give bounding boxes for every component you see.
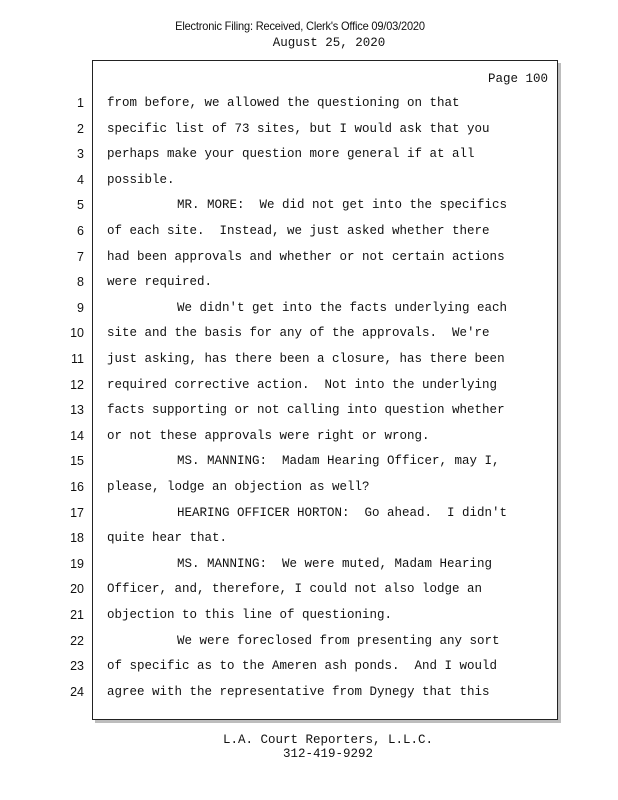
line-number: 2 [77, 121, 84, 136]
line-number: 15 [70, 454, 84, 469]
line-number: 21 [70, 608, 84, 622]
line-number: 14 [70, 428, 84, 443]
line-text: or not these approvals were right or wrong. [107, 428, 430, 443]
transcript-line [0, 582, 560, 600]
transcript-line [0, 531, 560, 549]
line-number: 3 [77, 147, 84, 162]
line-text: MR. MORE: We did not get into the specifics [177, 198, 508, 213]
line-text: MS. MANNING: We were muted, Madam Hearing [177, 556, 493, 571]
line-number: 12 [70, 377, 84, 392]
transcript-line [0, 659, 560, 677]
line-number: 23 [70, 659, 84, 674]
line-number: 1 [77, 96, 84, 110]
line-text: facts supporting or not calling into question whether [107, 403, 505, 418]
hearing-date: August 25, 2020 [272, 36, 386, 50]
line-text: of specific as to the Ameren ash ponds. And I would [107, 659, 498, 674]
transcript-line [0, 147, 560, 165]
line-text: possible. [107, 172, 175, 187]
line-number: 10 [70, 326, 84, 341]
line-text: perhaps make your question more general if at all [107, 147, 475, 162]
line-text: required corrective action. Not into the underlying [107, 377, 498, 392]
transcript-line [0, 429, 560, 447]
footer-company: L.A. Court Reporters, L.L.C. [222, 733, 434, 747]
line-number: 19 [70, 556, 84, 571]
transcript-line [0, 506, 560, 524]
line-number: 9 [77, 300, 84, 315]
line-text: site and the basis for any of the approvals. We're [107, 326, 490, 341]
line-number: 16 [70, 480, 84, 494]
transcript-line [0, 608, 560, 626]
transcript-line [0, 352, 560, 370]
transcript-line [0, 685, 560, 703]
line-number: 11 [71, 352, 84, 366]
transcript-line [0, 224, 560, 242]
line-text: agree with the representative from Dynegy that this [107, 684, 490, 699]
line-number: 7 [77, 249, 84, 264]
transcript-line [0, 378, 560, 396]
transcript-line [0, 326, 560, 344]
line-text: just asking, has there been a closure, has there been [107, 352, 505, 366]
line-text: MS. MANNING: Madam Hearing Officer, may I, [177, 454, 500, 469]
line-text: Officer, and, therefore, I could not also lodge an [107, 582, 483, 597]
transcript-line [0, 96, 560, 114]
line-text: specific list of 73 sites, but I would ask that you [107, 121, 490, 136]
line-text: HEARING OFFICER HORTON: Go ahead. I didn't [177, 505, 508, 520]
transcript-line [0, 557, 560, 575]
line-number: 6 [77, 224, 84, 238]
line-number: 22 [70, 633, 84, 648]
transcript-line [0, 173, 560, 191]
transcript-line [0, 198, 560, 216]
page-number: Page 100 [488, 72, 549, 86]
footer-phone: 312-419-9292 [282, 747, 373, 761]
line-text: objection to this line of questioning. [107, 608, 393, 622]
transcript-line [0, 403, 560, 421]
line-text: had been approvals and whether or not certain actions [107, 249, 505, 264]
line-number: 24 [70, 684, 84, 699]
transcript-line [0, 454, 560, 472]
line-text: We didn't get into the facts underlying each [177, 300, 508, 315]
transcript-line [0, 301, 560, 319]
line-number: 18 [70, 531, 84, 546]
line-number: 13 [70, 403, 84, 418]
transcript-line [0, 634, 560, 652]
line-number: 5 [77, 198, 84, 213]
transcript-line [0, 250, 560, 268]
line-number: 8 [77, 275, 84, 290]
transcript-line [0, 122, 560, 140]
line-number: 17 [70, 505, 84, 520]
transcript-line [0, 275, 560, 293]
filing-stamp: Electronic Filing: Received, Clerk's Office 09/03/2020 [175, 19, 425, 33]
line-number: 20 [70, 582, 84, 597]
line-text: of each site. Instead, we just asked whether there [107, 224, 490, 238]
transcript-line [0, 480, 560, 498]
line-number: 4 [77, 172, 84, 187]
line-text: were required. [107, 275, 213, 290]
line-text: quite hear that. [107, 531, 228, 546]
line-text: from before, we allowed the questioning on that [107, 96, 460, 110]
line-text: please, lodge an objection as well? [107, 480, 370, 494]
line-text: We were foreclosed from presenting any sort [177, 633, 500, 648]
